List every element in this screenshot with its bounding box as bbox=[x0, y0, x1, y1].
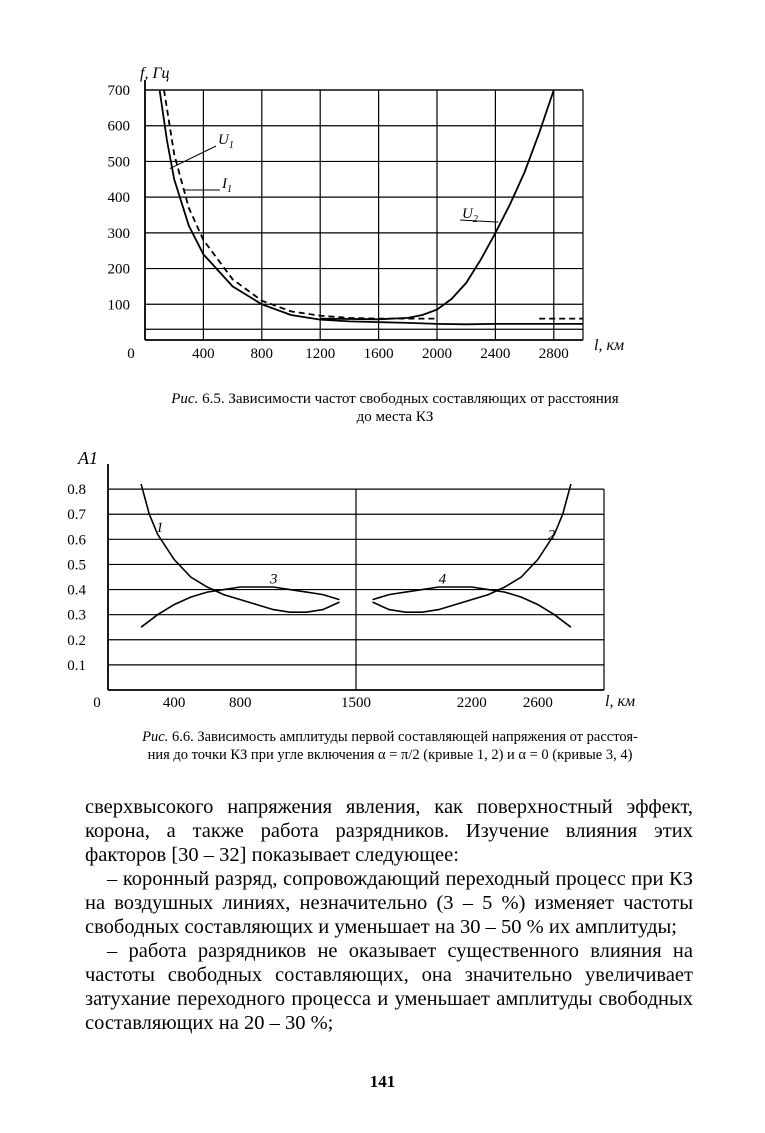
y-tick-label: 200 bbox=[107, 261, 130, 278]
x-tick-label: 800 bbox=[229, 695, 252, 711]
i1-label: $I_1$ bbox=[222, 176, 232, 195]
curve-label-3: 3 bbox=[270, 571, 278, 588]
chart-curve-labels bbox=[170, 132, 499, 225]
u2-label: $U_2$ bbox=[462, 206, 478, 225]
x-tick-label: 1600 bbox=[363, 346, 394, 362]
y-axis-label: f, Гц bbox=[140, 65, 170, 82]
y-tick-label: 0.3 bbox=[67, 607, 86, 624]
x-tick-label: 2800 bbox=[538, 346, 569, 362]
x-tick-label: 2000 bbox=[422, 346, 452, 362]
curve-label-2: 2 bbox=[547, 527, 556, 544]
caption-text: Зависимости частот свободных составляющих от расстояния bbox=[228, 391, 619, 407]
i1-label-sub: 1 bbox=[227, 184, 232, 195]
series-line-4 bbox=[373, 587, 571, 627]
figure-6-5-chart bbox=[0, 50, 765, 380]
paragraph: – работа разрядников не оказывает существенного влияния на частоты свободных составляющих, она значительно увеличивает затухание переходного процесса и уменьшает амплитуды свободных составляющих на 20 – 30 %; bbox=[85, 940, 693, 1034]
x-axis-label: l, км bbox=[605, 693, 636, 710]
caption-line-1 bbox=[45, 728, 735, 746]
x-tick-label: 800 bbox=[250, 346, 274, 362]
paragraph: – коронный разряд, сопровождающий переходный процесс при КЗ на воздушных линиях, незначительно (3 – 5 %) изменяет частоты свободных составляющих и уменьшает на 30 – 50 % их амплитуды; bbox=[85, 868, 693, 938]
chart-axes bbox=[145, 80, 583, 340]
caption-text: Зависимость амплитуды первой составляющей напряжения от расстоя- bbox=[197, 729, 638, 745]
series-line-3 bbox=[141, 587, 339, 627]
figure-6-5-caption bbox=[60, 390, 730, 426]
page-number: 141 bbox=[369, 1072, 396, 1091]
caption-line-1 bbox=[60, 390, 730, 408]
y-tick-label: 0.6 bbox=[67, 532, 86, 549]
y-tick-label: 0.2 bbox=[67, 632, 86, 649]
figure-6-6-caption bbox=[45, 728, 735, 764]
y-tick-label: 500 bbox=[107, 154, 130, 171]
x-axis-label: l, км bbox=[594, 337, 625, 354]
x-tick-label: 2400 bbox=[480, 346, 511, 362]
caption-prefix: Рис. bbox=[171, 391, 199, 407]
y-tick-label: 100 bbox=[107, 297, 130, 314]
u1-label-sub: 1 bbox=[228, 140, 234, 151]
y-tick-label: 0.7 bbox=[67, 507, 86, 524]
caption-number: 6.5. bbox=[202, 391, 225, 407]
x-tick-label: 0 bbox=[93, 695, 101, 711]
caption-line-2: до места КЗ bbox=[356, 409, 434, 425]
y-tick-label: 0.4 bbox=[67, 582, 86, 599]
body-text bbox=[85, 795, 693, 1035]
curve-label-4: 4 bbox=[438, 571, 447, 588]
caption-line-2: ния до точки КЗ при угле включения α = π/2 (кривые 1, 2) и α = 0 (кривые 3, 4) bbox=[147, 747, 633, 763]
y-tick-label: 0.8 bbox=[67, 482, 86, 499]
chart-grid bbox=[145, 90, 583, 340]
y-tick-label: 0.5 bbox=[67, 557, 86, 574]
x-tick-label: 400 bbox=[162, 695, 186, 711]
x-tick-label: 2200 bbox=[456, 695, 487, 711]
y-axis-label: A1 bbox=[78, 448, 98, 468]
y-tick-label: 600 bbox=[107, 118, 130, 135]
y-tick-label: 0.1 bbox=[67, 657, 86, 674]
x-tick-label: 400 bbox=[192, 346, 215, 362]
caption-number: 6.6. bbox=[171, 729, 194, 745]
u1-leader bbox=[170, 146, 216, 169]
u2-label-sub: 2 bbox=[472, 214, 478, 225]
x-tick-label: 1200 bbox=[305, 346, 336, 362]
series-line-I1 bbox=[164, 90, 437, 319]
curve-label-1: 1 bbox=[155, 519, 164, 536]
chart-grid bbox=[108, 489, 604, 690]
paragraph: сверхвысокого напряжения явления, как поверхностный эффект, корона, а также работа разрядников. Изучение влияния этих факторов [30 – 32] показывает следующее: bbox=[85, 796, 693, 866]
x-tick-label: 0 bbox=[127, 346, 135, 362]
y-tick-label: 400 bbox=[107, 190, 130, 207]
figure-6-6-chart bbox=[0, 440, 765, 720]
x-tick-label: 1500 bbox=[341, 695, 371, 711]
y-tick-label: 700 bbox=[107, 83, 130, 99]
u1-label: $U_1$ bbox=[218, 132, 234, 151]
y-tick-label: 300 bbox=[107, 225, 130, 242]
x-tick-label: 2600 bbox=[522, 695, 553, 711]
caption-prefix: Рис. bbox=[142, 729, 169, 745]
